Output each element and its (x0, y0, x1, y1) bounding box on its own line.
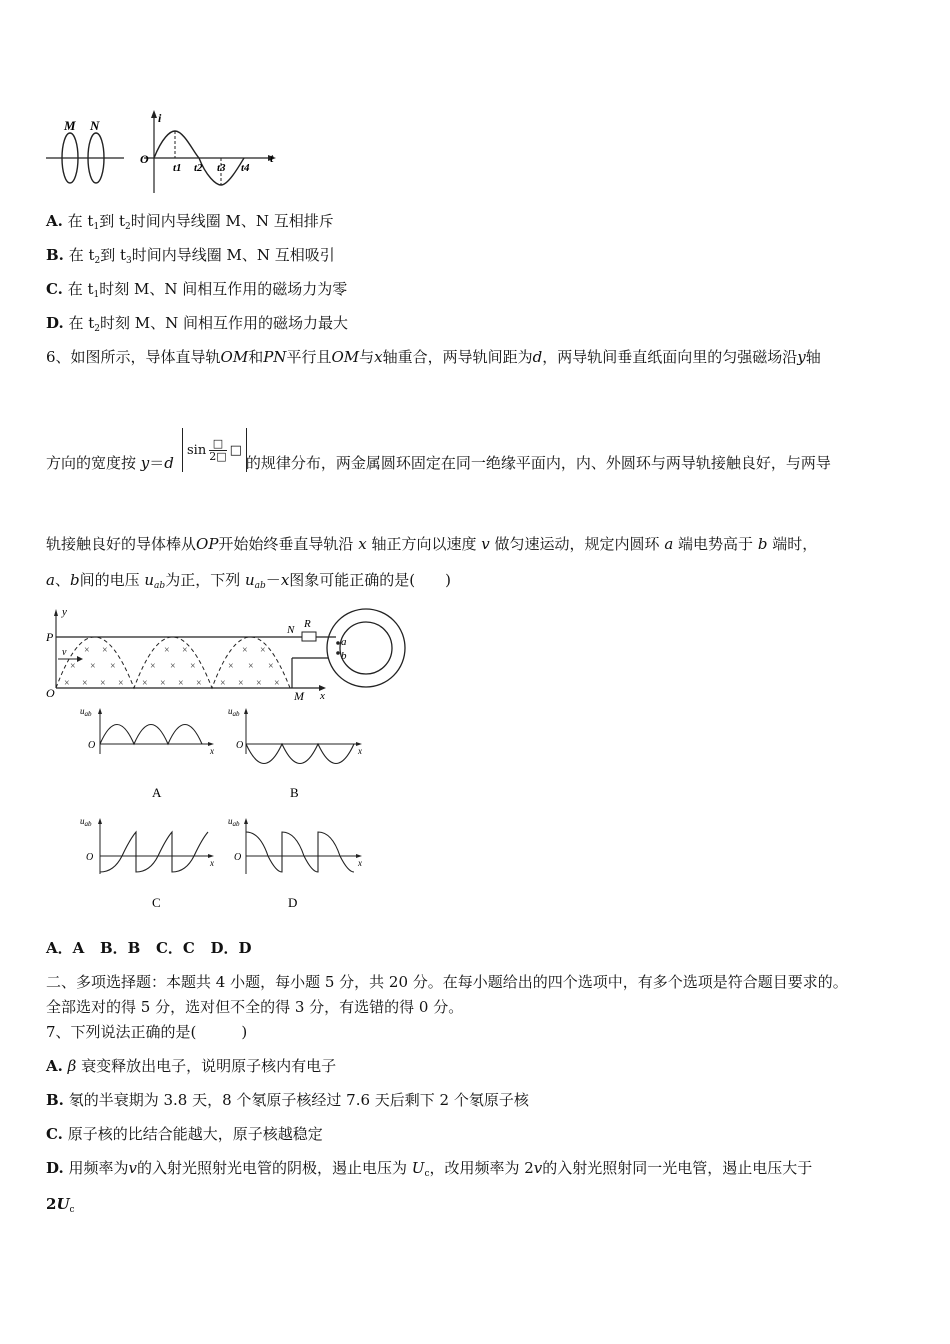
fig2-n-label: N (287, 624, 295, 636)
svg-text:×: × (70, 661, 76, 672)
graph-b-caption: B (290, 785, 299, 800)
coil-current-figure (44, 108, 284, 198)
q5-option-c: C. 在 $t_1$时刻 M、N 间相互作用的磁场力为零 (46, 280, 348, 300)
svg-text:×: × (260, 645, 266, 656)
q7-option-a: A. β 衰变释放出电子，说明原子核内有电子 (46, 1057, 337, 1075)
svg-text:×: × (90, 661, 96, 672)
section2-line1: 二、多项选择题：本题共 4 小题，每小题 5 分，共 20 分。在每小题给出的四个选项中，有多个选项是符合题目要求的。 (46, 973, 848, 991)
origin-label: O (140, 152, 149, 166)
outer-ring (327, 609, 405, 687)
svg-text:×: × (182, 645, 188, 656)
coil-m-label: M (64, 118, 76, 133)
svg-text:×: × (228, 661, 234, 672)
q6-choice-d: D．D (210, 939, 252, 957)
tick-t3: t3 (217, 162, 226, 174)
fig2-a-label: a (341, 636, 347, 648)
q7-option-c: C. 原子核的比结合能越大，原子核越稳定 (46, 1125, 323, 1143)
svg-text:O: O (236, 740, 244, 751)
q5-option-a: A. 在 $t_1$到 $t_2$时间内导线圈 M、N 互相排斥 (46, 212, 334, 232)
graph-d-caption: D (288, 895, 298, 910)
svg-text:×: × (142, 678, 148, 689)
svg-text:×: × (82, 678, 88, 689)
q6-choice-b: B．B (99, 939, 141, 957)
q5-option-b: B. 在 $t_2$到 $t_3$时间内导线圈 M、N 互相吸引 (46, 246, 335, 266)
fig2-y-label: y (62, 606, 67, 618)
svg-text:×: × (238, 678, 244, 689)
axis-t-label: t (270, 151, 274, 165)
q6-answer-choices (46, 937, 252, 959)
graph-c (80, 816, 214, 874)
svg-text:×: × (160, 678, 166, 689)
svg-text:x: x (210, 858, 214, 868)
graph-d (228, 816, 362, 874)
svg-text:x: x (358, 746, 362, 756)
fig2-v-label: v (62, 647, 67, 658)
fig2-x-label: x (320, 690, 325, 702)
svg-text:×: × (242, 645, 248, 656)
graph-c-caption: C (152, 895, 161, 910)
svg-text:O: O (234, 852, 242, 863)
inner-ring (340, 622, 392, 674)
graph-a (80, 706, 214, 756)
q6-choice-a: A．A (46, 939, 85, 957)
formula-box: □ (229, 442, 242, 458)
coil-n-label: N (90, 118, 100, 133)
q7-stem: 7、下列说法正确的是( ) (46, 1023, 248, 1041)
graph-b (228, 706, 362, 764)
answer-graphs (80, 702, 380, 922)
svg-text:uab: $u_{ab}$ (80, 816, 92, 828)
q7-option-b: B. 氡的半衰期为 3.8 天，8 个氡原子核经过 7.6 天后剩下 2 个氡原子核 (46, 1091, 529, 1109)
svg-text:x: x (210, 746, 214, 756)
svg-text:×: × (64, 678, 70, 689)
svg-text:×: × (110, 661, 116, 672)
svg-text:×: × (178, 678, 184, 689)
svg-text:×: × (196, 678, 202, 689)
q6-stem-line1: 6、如图所示，导体直导轨OM和PN平行且OM与x轴重合，两导轨间距为d，两导轨间垂直纸面向里的匀强磁场沿y轴 (46, 348, 821, 366)
svg-text:O: O (86, 852, 94, 863)
formula-fraction: $\frac{□}{2□}$ (209, 436, 227, 463)
q7-option-d-continued: $2U_c$ (46, 1195, 75, 1215)
tick-t2: t2 (194, 162, 203, 174)
svg-text:uab: $u_{ab}$ (228, 816, 240, 828)
q5-option-d: D. 在 $t_2$时刻 M、N 间相互作用的磁场力最大 (46, 314, 349, 334)
svg-text:×: × (100, 678, 106, 689)
q6-stem-line3: 轨接触良好的导体棒从OP开始始终垂直导轨沿 x 轴正方向以速度 v 做匀速运动，规定内圆环 a 端电势高于 b 端时， (46, 535, 818, 553)
svg-text:×: × (150, 661, 156, 672)
svg-text:×: × (170, 661, 176, 672)
graph-a-caption: A (152, 785, 162, 800)
axis-i-label: i (158, 111, 162, 125)
magnetic-field-crosses (64, 645, 280, 689)
fig2-r-label: R (304, 618, 311, 630)
q7-option-d: D. 用频率为v的入射光照射光电管的阴极，遏止电压为 $U_c$，改用频率为 2v的入射光照射同一光电管，遏止电压大于 (46, 1159, 813, 1179)
svg-text:×: × (220, 678, 226, 689)
q6-stem-line4: a、b间的电压 $u_{ab}$为正，下列 $u_{ab}-x$图象可能正确的是( ) (46, 571, 451, 591)
svg-text:×: × (268, 661, 274, 672)
tick-t4: t4 (241, 162, 250, 174)
tick-t1: t1 (173, 162, 182, 174)
svg-text:×: × (274, 678, 280, 689)
fig2-p-label: P (46, 630, 54, 644)
svg-text:uab: $u_{ab}$ (80, 706, 92, 718)
svg-text:uab: $u_{ab}$ (228, 706, 240, 718)
svg-text:×: × (164, 645, 170, 656)
svg-text:×: × (118, 678, 124, 689)
svg-text:O: O (88, 740, 96, 751)
fig2-o-label: O (46, 686, 55, 700)
svg-text:x: x (358, 858, 362, 868)
q6-choice-c: C．C (155, 939, 195, 957)
svg-text:×: × (256, 678, 262, 689)
section2-line2: 全部选对的得 5 分，选对但不全的得 3 分，有选错的得 0 分。 (46, 998, 464, 1016)
fig2-b-label: b (341, 650, 347, 662)
fig2-m-label: M (294, 689, 304, 703)
svg-text:×: × (102, 645, 108, 656)
rail-ring-figure (44, 603, 414, 703)
svg-text:×: × (190, 661, 196, 672)
q6-stem-line2: 方向的宽度按 y＝d 的规律分布，两金属圆环固定在同一绝缘平面内，内、外圆环与两导轨接触良好，与两导 (46, 454, 831, 472)
svg-text:×: × (248, 661, 254, 672)
formula-sin: sin (187, 442, 207, 458)
svg-text:×: × (84, 645, 90, 656)
